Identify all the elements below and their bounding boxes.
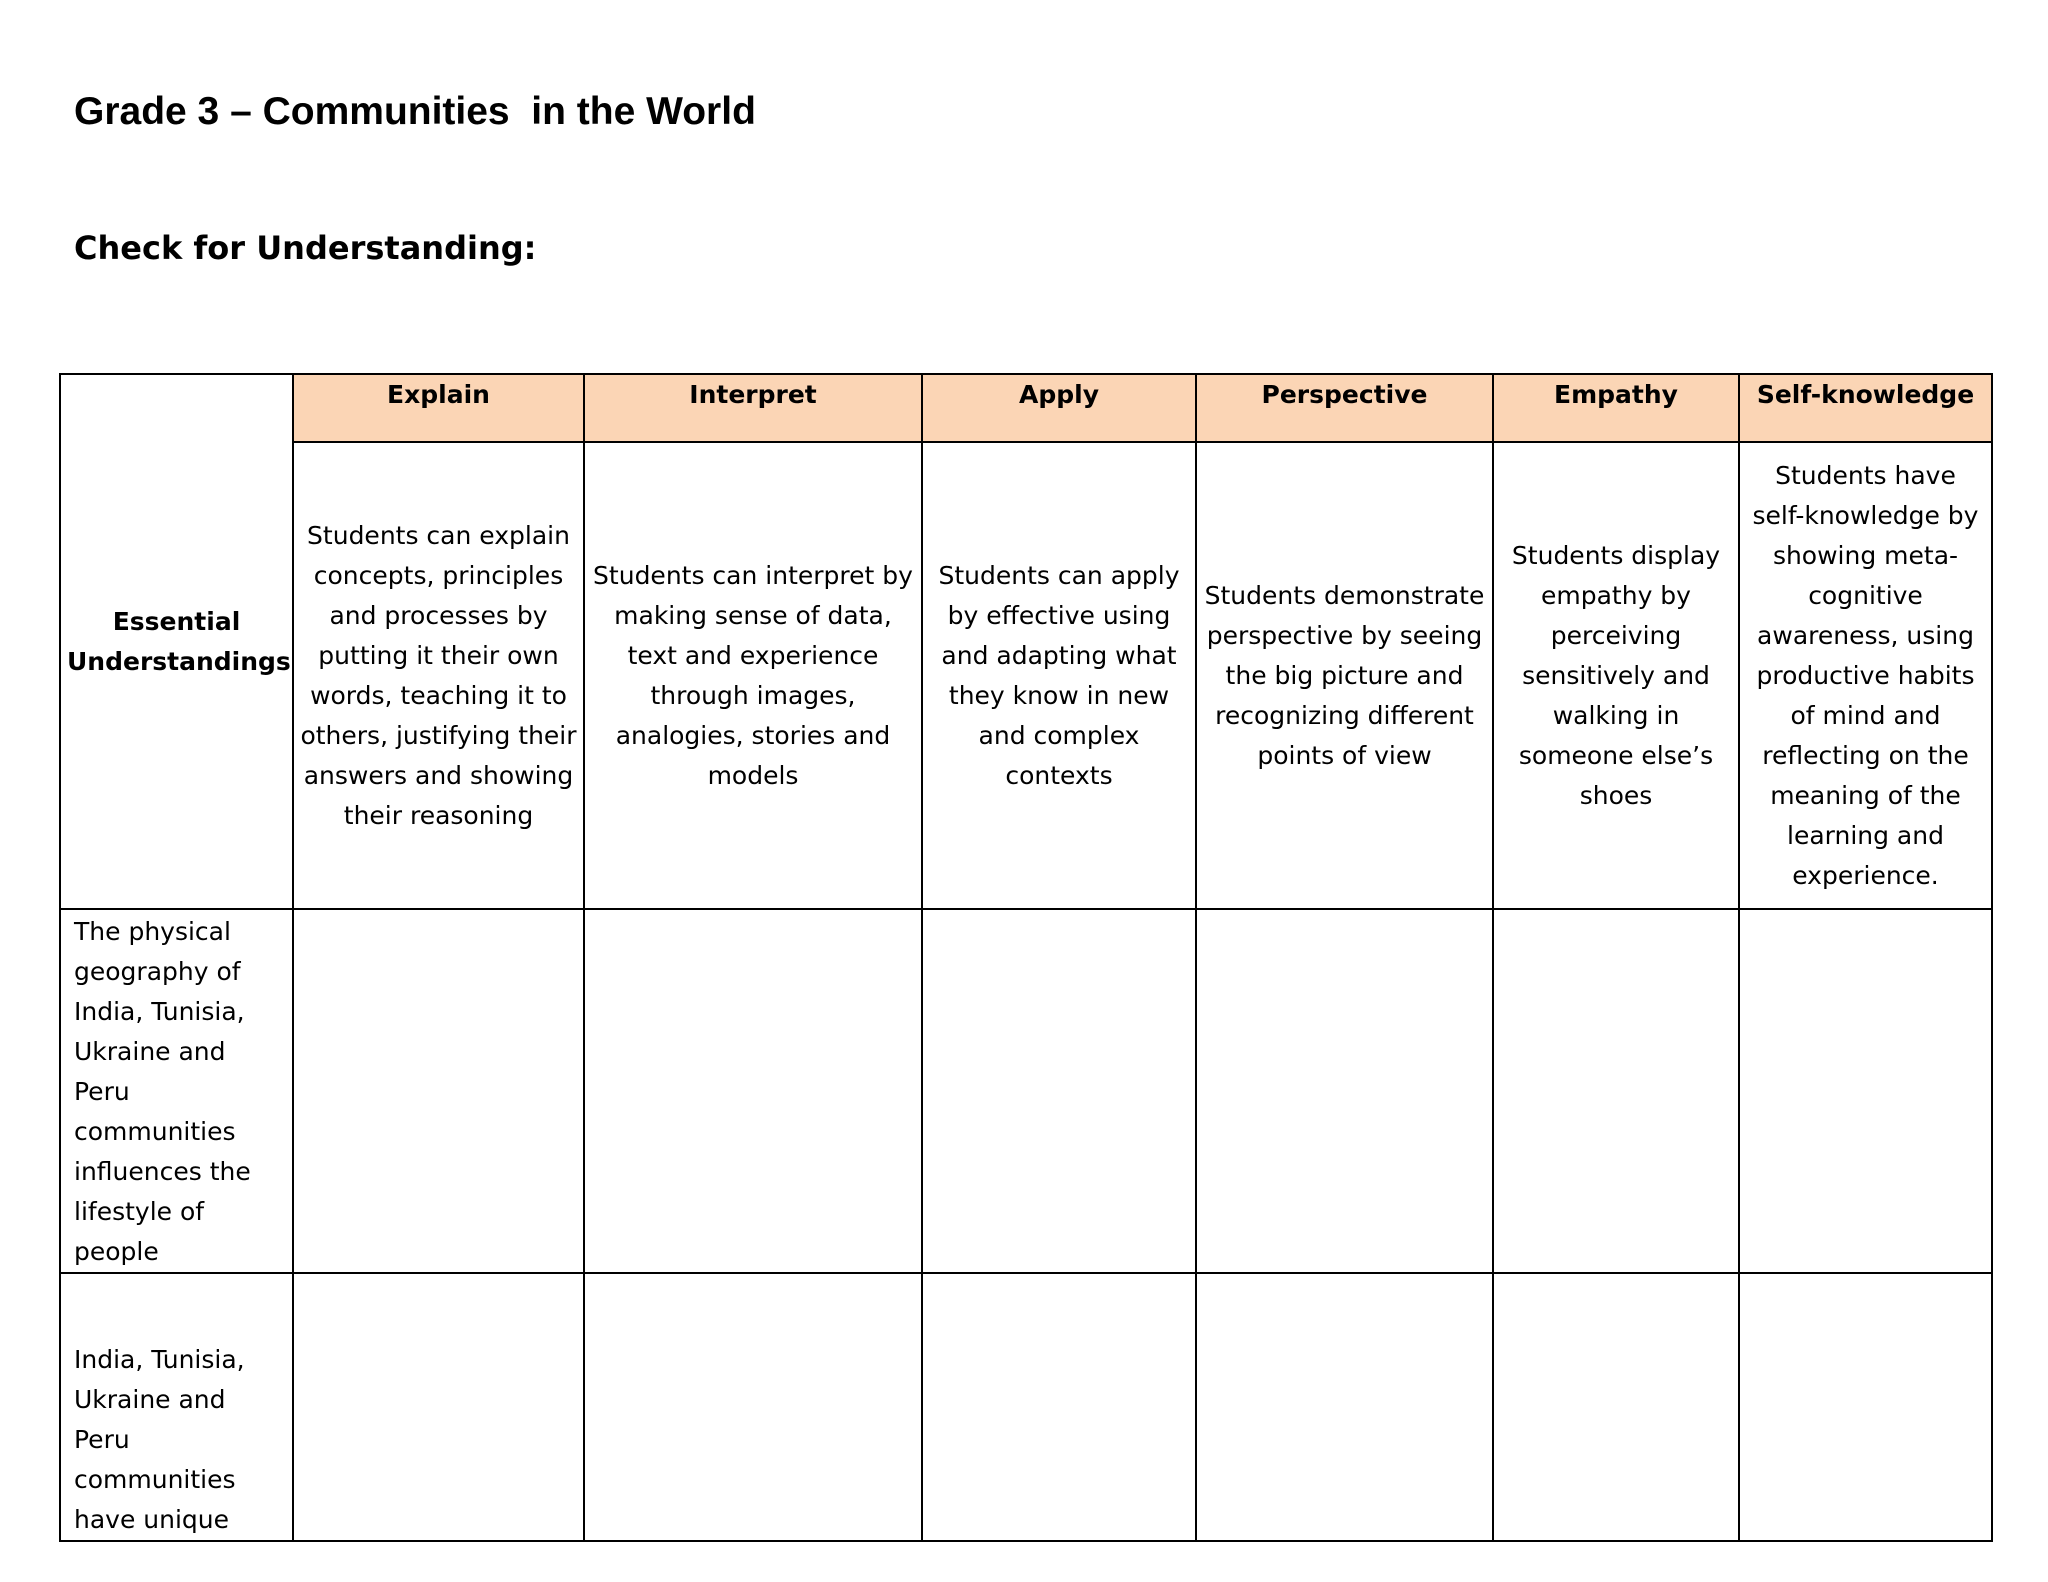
column-header-interpret: Interpret xyxy=(584,374,922,442)
column-header-apply: Apply xyxy=(922,374,1196,442)
description-self-knowledge: Students have self-knowledge by showing meta-cognitive awareness, using productive habits of mind and reflecting on the meaning of the learning and experience. xyxy=(1739,442,1992,909)
response-cell-self-knowledge[interactable] xyxy=(1739,909,1992,1273)
description-interpret: Students can interpret by making sense of data, text and experience through images, analogies, stories and models xyxy=(584,442,922,909)
description-perspective: Students demonstrate perspective by seeing the big picture and recognizing different points of view xyxy=(1196,442,1493,909)
table-row xyxy=(60,1273,1992,1541)
essential-understanding-cell xyxy=(60,1273,293,1541)
essential-understanding-text: India, Tunisia, Ukraine and Peru communities have unique xyxy=(74,1345,245,1534)
column-header-self-knowledge: Self-knowledge xyxy=(1739,374,1992,442)
column-header-explain: Explain xyxy=(293,374,584,442)
column-header-empathy: Empathy xyxy=(1493,374,1739,442)
description-apply: Students can apply by effective using and adapting what they know in new and complex contexts xyxy=(922,442,1196,909)
response-cell-explain[interactable] xyxy=(293,909,584,1273)
section-heading: Check for Understanding: xyxy=(74,229,537,267)
description-row xyxy=(60,442,1992,909)
description-empathy: Students display empathy by perceiving sensitively and walking in someone else’s shoes xyxy=(1493,442,1739,909)
description-explain: Students can explain concepts, principles and processes by putting it their own words, teaching it to others, justifying their answers and showing their reasoning xyxy=(293,442,584,909)
page-title: Grade 3 – Communities in the World xyxy=(74,90,756,133)
column-header-perspective: Perspective xyxy=(1196,374,1493,442)
response-cell-perspective[interactable] xyxy=(1196,909,1493,1273)
response-cell-apply[interactable] xyxy=(922,1273,1196,1541)
response-cell-empathy[interactable] xyxy=(1493,909,1739,1273)
table-row xyxy=(60,909,1992,1273)
essential-understandings-header: Essential Understandings xyxy=(60,374,293,909)
response-cell-interpret[interactable] xyxy=(584,1273,922,1541)
response-cell-empathy[interactable] xyxy=(1493,1273,1739,1541)
header-row xyxy=(60,374,1992,442)
response-cell-self-knowledge[interactable] xyxy=(1739,1273,1992,1541)
response-cell-apply[interactable] xyxy=(922,909,1196,1273)
response-cell-interpret[interactable] xyxy=(584,909,922,1273)
essential-understanding-text: The physical geography of India, Tunisia, Ukraine and Peru communities influences the lifestyle of people xyxy=(74,917,251,1266)
understanding-rubric-table xyxy=(59,373,1993,1542)
response-cell-perspective[interactable] xyxy=(1196,1273,1493,1541)
response-cell-explain[interactable] xyxy=(293,1273,584,1541)
essential-understanding-cell xyxy=(60,909,293,1273)
